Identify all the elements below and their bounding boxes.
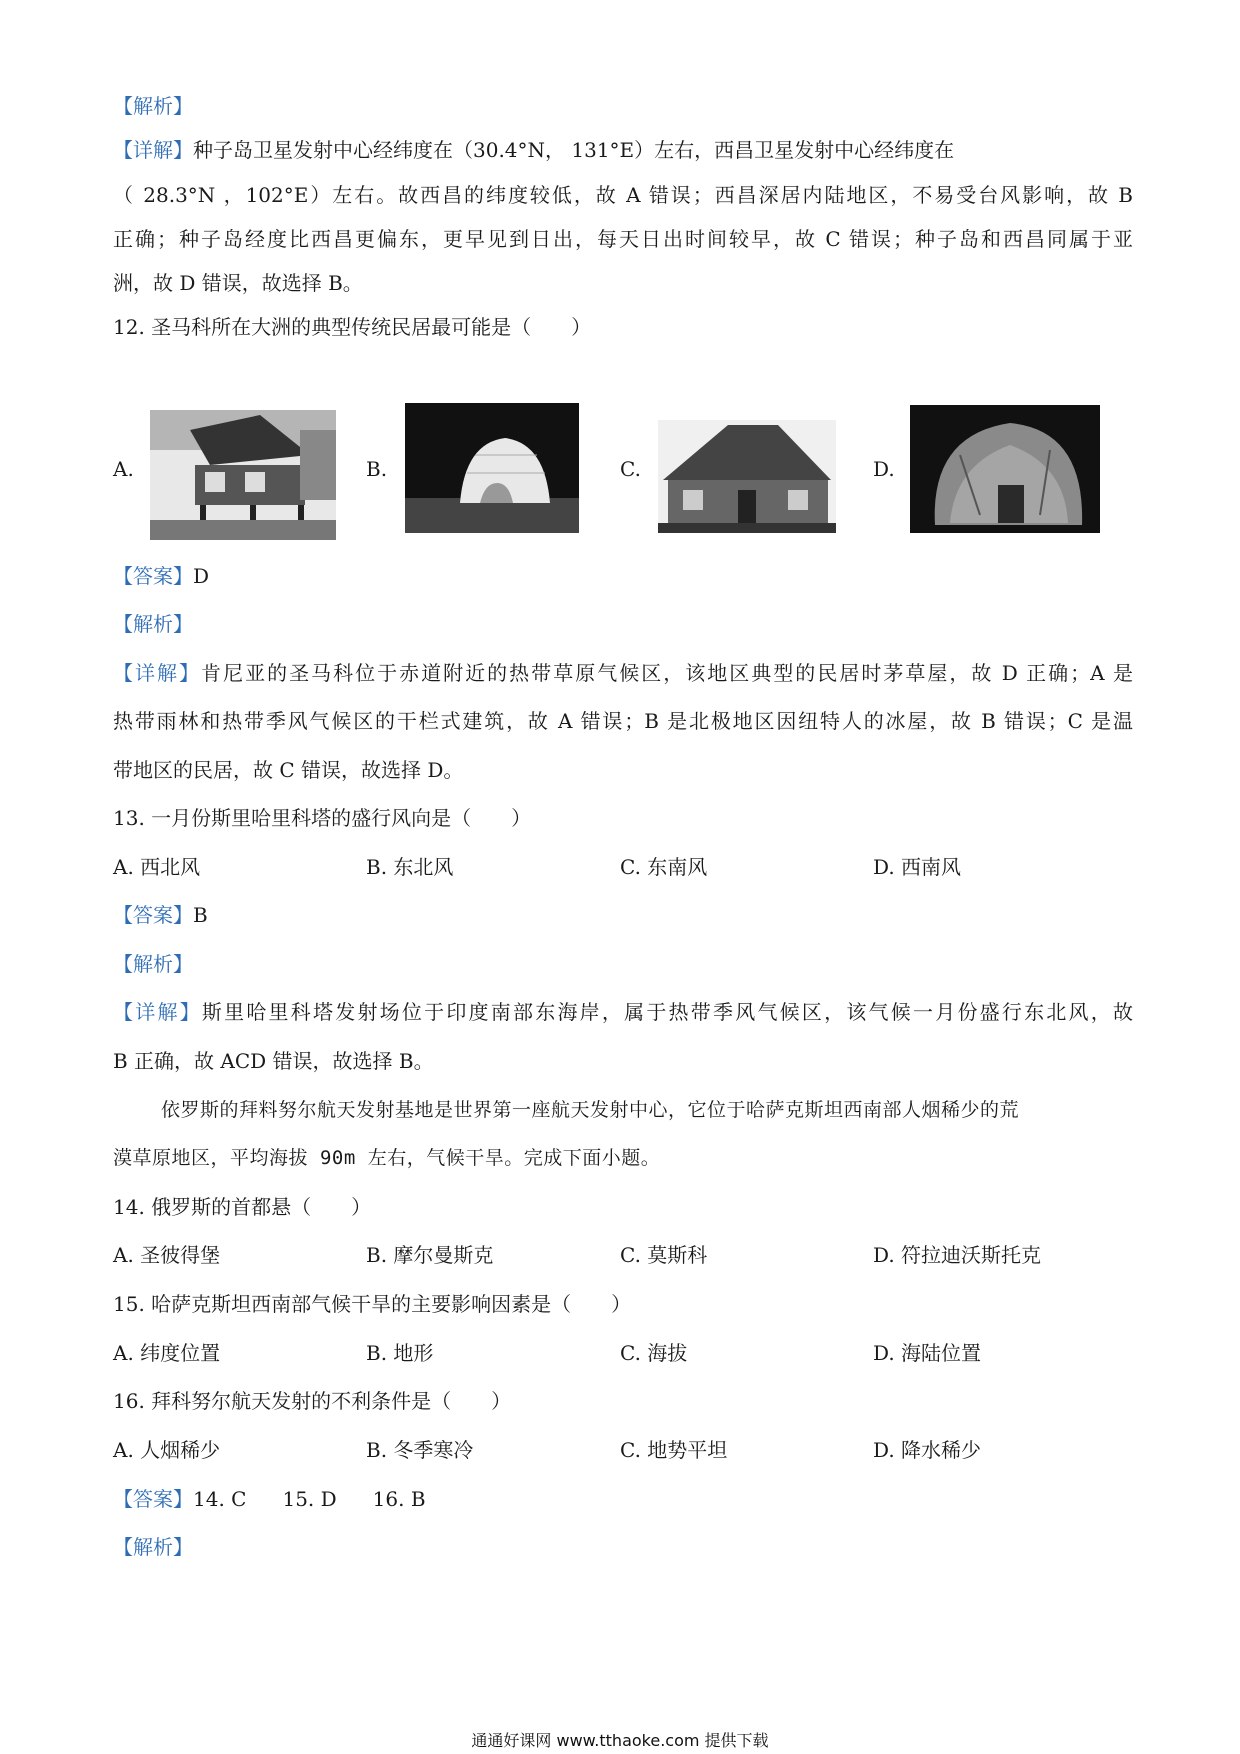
intro-line: 漠草原地区，平均海拔 90m 左右，气候干旱。完成下面小题。 xyxy=(113,1147,661,1169)
question-16: 16. 拜科努尔航天发射的不利条件是（ ） xyxy=(113,1389,512,1413)
option-c-label: C. xyxy=(620,457,641,481)
answer-line: 【答案】14. C 15. D 16. B xyxy=(113,1487,426,1511)
detail-line: 带地区的民居，故 C 错误，故选择 D。 xyxy=(113,758,464,782)
stilt-house-image xyxy=(150,410,336,540)
option-c: C. 东南风 xyxy=(620,855,708,879)
detail-line: 洲，故 D 错误，故选择 B。 xyxy=(113,271,363,295)
question-12: 12. 圣马科所在大洲的典型传统民居最可能是（ ） xyxy=(113,315,592,339)
answer-line: 【答案】B xyxy=(113,903,208,927)
option-b: B. 地形 xyxy=(366,1341,434,1365)
thatched-hut-image xyxy=(910,405,1100,533)
detail-line: （ 28.3°N ，102°E）左右。故西昌的纬度较低，故 A 错误；西昌深居内陆地区，不易受台风影响，故 B xyxy=(113,183,1133,207)
option-a-label: A. xyxy=(113,457,134,481)
option-b: B. 摩尔曼斯克 xyxy=(366,1243,494,1267)
option-d-label: D. xyxy=(873,457,895,481)
option-d: D. 符拉迪沃斯托克 xyxy=(873,1243,1042,1267)
answer-line: 【答案】D xyxy=(113,564,210,588)
option-c: C. 莫斯科 xyxy=(620,1243,708,1267)
intro-line: 依罗斯的拜料努尔航天发射基地是世界第一座航天发射中心，它位于哈萨克斯坦西南部人烟稀少的荒 xyxy=(161,1099,1020,1121)
igloo-image xyxy=(405,403,579,533)
question-14: 14. 俄罗斯的首都悬（ ） xyxy=(113,1195,372,1219)
option-b-label: B. xyxy=(366,457,388,481)
detail-line: 正确；种子岛经度比西昌更偏东，更早见到日出，每天日出时间较早，故 C 错误；种子岛和西昌同属于亚 xyxy=(113,227,1133,251)
option-a: A. 西北风 xyxy=(113,855,201,879)
question-15: 15. 哈萨克斯坦西南部气候干旱的主要影响因素是（ ） xyxy=(113,1292,632,1316)
detail-line: 热带雨林和热带季风气候区的干栏式建筑，故 A 错误；B 是北极地区因纽特人的冰屋，故 B 错误；C 是温 xyxy=(113,709,1133,733)
option-c: C. 海拔 xyxy=(620,1341,688,1365)
option-b: B. 东北风 xyxy=(366,855,454,879)
temperate-house-image xyxy=(658,420,836,533)
option-a: A. 纬度位置 xyxy=(113,1341,221,1365)
option-a: A. 人烟稀少 xyxy=(113,1438,221,1462)
analysis-tag: 【解析】 xyxy=(113,94,193,118)
option-c: C. 地势平坦 xyxy=(620,1438,728,1462)
detail-line: 【详解】斯里哈里科塔发射场位于印度南部东海岸，属于热带季风气候区，该气候一月份盛行东北风，故 xyxy=(113,1000,1134,1024)
detail-line: B 正确，故 ACD 错误，故选择 B。 xyxy=(113,1049,434,1073)
footer-watermark: 通通好课网 www.tthaoke.com 提供下载 xyxy=(471,1731,769,1750)
option-d: D. 西南风 xyxy=(873,855,962,879)
detail-line: 【详解】肯尼亚的圣马科位于赤道附近的热带草原气候区，该地区典型的民居时茅草屋，故 D 正确；A 是 xyxy=(113,661,1133,685)
analysis-tag: 【解析】 xyxy=(113,612,193,636)
option-d: D. 海陆位置 xyxy=(873,1341,982,1365)
question-13: 13. 一月份斯里哈里科塔的盛行风向是（ ） xyxy=(113,806,532,830)
option-a: A. 圣彼得堡 xyxy=(113,1243,221,1267)
analysis-tag: 【解析】 xyxy=(113,952,193,976)
option-b: B. 冬季寒冷 xyxy=(366,1438,474,1462)
analysis-tag: 【解析】 xyxy=(113,1535,193,1559)
detail-line: 【详解】种子岛卫星发射中心经纬度在（30.4°N， 131°E）左右，西昌卫星发射中心经纬度在 xyxy=(113,138,955,162)
option-d: D. 降水稀少 xyxy=(873,1438,982,1462)
